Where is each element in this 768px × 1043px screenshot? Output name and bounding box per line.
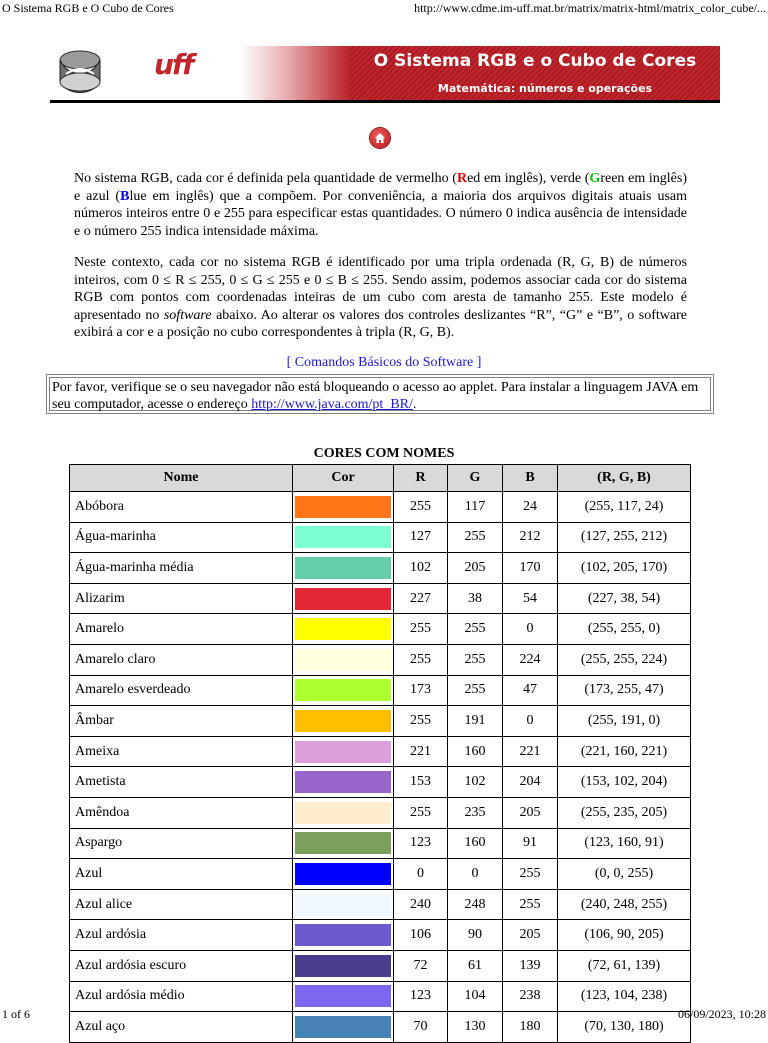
commands-link[interactable]: [ Comandos Básicos do Software ] xyxy=(286,355,482,370)
red-value-cell: 123 xyxy=(394,828,448,859)
table-row xyxy=(70,797,691,828)
color-name-cell: Alizarim xyxy=(70,583,293,614)
home-icon[interactable] xyxy=(370,128,390,148)
green-value-cell: 130 xyxy=(448,1012,503,1043)
color-swatch-cell xyxy=(293,950,394,981)
blue-value-cell: 212 xyxy=(503,522,558,553)
blue-value-cell: 255 xyxy=(503,859,558,890)
blue-value-cell: 24 xyxy=(503,492,558,523)
rgb-triple-cell: (255, 255, 0) xyxy=(558,614,691,645)
red-value-cell: 255 xyxy=(394,644,448,675)
color-swatch xyxy=(295,832,391,854)
rgb-triple-cell: (227, 38, 54) xyxy=(558,583,691,614)
color-swatch-cell xyxy=(293,920,394,951)
header-cor: Cor xyxy=(293,465,394,492)
color-swatch xyxy=(295,985,391,1007)
green-value-cell: 102 xyxy=(448,767,503,798)
rgb-triple-cell: (127, 255, 212) xyxy=(558,522,691,553)
table-title: CORES COM NOMES xyxy=(313,446,455,461)
red-value-cell: 102 xyxy=(394,553,448,584)
green-value-cell: 255 xyxy=(448,675,503,706)
color-swatch xyxy=(295,679,391,701)
red-value-cell: 70 xyxy=(394,1012,448,1043)
table-row xyxy=(70,920,691,951)
rgb-triple-cell: (255, 191, 0) xyxy=(558,706,691,737)
rgb-triple-cell: (255, 235, 205) xyxy=(558,797,691,828)
green-value-cell: 160 xyxy=(448,828,503,859)
table-row xyxy=(70,950,691,981)
red-value-cell: 227 xyxy=(394,583,448,614)
color-swatch-cell xyxy=(293,522,394,553)
rgb-triple-cell: (123, 104, 238) xyxy=(558,981,691,1012)
color-swatch xyxy=(295,863,391,885)
color-name-cell: Água-marinha xyxy=(70,522,293,553)
color-swatch-cell xyxy=(293,859,394,890)
color-name-cell: Âmbar xyxy=(70,706,293,737)
green-value-cell: 205 xyxy=(448,553,503,584)
rgb-triple-cell: (255, 255, 224) xyxy=(558,644,691,675)
red-value-cell: 255 xyxy=(394,614,448,645)
color-name-cell: Azul aço xyxy=(70,1012,293,1043)
green-value-cell: 191 xyxy=(448,706,503,737)
rgb-triple-cell: (106, 90, 205) xyxy=(558,920,691,951)
table-row xyxy=(70,675,691,706)
table-row xyxy=(70,889,691,920)
color-swatch-cell xyxy=(293,492,394,523)
java-notice: Por favor, verifique se o seu navegador não está bloqueando o acesso ao applet. Para instalar a linguagem JAVA em seu computador, acesse o endereço http://www.java.com/pt_BR/. xyxy=(46,374,714,414)
rgb-triple-cell: (70, 130, 180) xyxy=(558,1012,691,1043)
rgb-triple-cell: (255, 117, 24) xyxy=(558,492,691,523)
rgb-triple-cell: (240, 248, 255) xyxy=(558,889,691,920)
color-swatch xyxy=(295,588,391,610)
color-name-cell: Água-marinha média xyxy=(70,553,293,584)
blue-value-cell: 224 xyxy=(503,644,558,675)
table-row xyxy=(70,492,691,523)
color-swatch xyxy=(295,894,391,916)
color-swatch xyxy=(295,771,391,793)
print-datetime: 06/09/2023, 10:28 xyxy=(677,1007,766,1021)
green-value-cell: 160 xyxy=(448,736,503,767)
color-swatch xyxy=(295,526,391,548)
table-row xyxy=(70,859,691,890)
table-row xyxy=(70,767,691,798)
header-r: R xyxy=(394,465,448,492)
red-value-cell: 127 xyxy=(394,522,448,553)
red-value-cell: 255 xyxy=(394,492,448,523)
rgb-triple-cell: (153, 102, 204) xyxy=(558,767,691,798)
red-value-cell: 123 xyxy=(394,981,448,1012)
green-value-cell: 117 xyxy=(448,492,503,523)
header-nome: Nome xyxy=(70,465,293,492)
green-value-cell: 61 xyxy=(448,950,503,981)
green-value-cell: 104 xyxy=(448,981,503,1012)
rgb-triple-cell: (221, 160, 221) xyxy=(558,736,691,767)
blue-value-cell: 180 xyxy=(503,1012,558,1043)
blue-value-cell: 54 xyxy=(503,583,558,614)
color-swatch xyxy=(295,955,391,977)
rgb-triple-cell: (173, 255, 47) xyxy=(558,675,691,706)
green-value-cell: 255 xyxy=(448,614,503,645)
print-header xyxy=(0,0,768,18)
color-swatch-cell xyxy=(293,736,394,767)
header-b: B xyxy=(503,465,558,492)
intro-paragraph-1: No sistema RGB, cada cor é definida pela quantidade de vermelho (Red em inglês), verde (Green em inglês) e azul (Blue em inglês) que a compõem. Por conveniência, a maioria dos arquivos digitais atuais usam números inteiros entre 0 e 255 para especificar estas quantidades. O número 0 indica ausência de intensidade e o número 255 indica intensidade máxima. xyxy=(74,171,687,239)
print-footer xyxy=(0,1006,768,1024)
color-name-cell: Amarelo xyxy=(70,614,293,645)
blue-value-cell: 204 xyxy=(503,767,558,798)
green-letter: G xyxy=(589,171,601,186)
color-name-cell: Azul alice xyxy=(70,889,293,920)
print-header-url: http://www.cdme.im-uff.mat.br/matrix/matrix-html/matrix_color_cube/... xyxy=(414,1,766,15)
table-row xyxy=(70,706,691,737)
color-swatch-cell xyxy=(293,767,394,798)
color-swatch-cell xyxy=(293,644,394,675)
green-value-cell: 248 xyxy=(448,889,503,920)
blue-value-cell: 0 xyxy=(503,706,558,737)
blue-value-cell: 238 xyxy=(503,981,558,1012)
blue-letter: B xyxy=(120,188,130,204)
java-notice-text: Por favor, verifique se o seu navegador não está bloqueando o acesso ao applet. Para instalar a linguagem JAVA em seu computador, acesse o endereço xyxy=(52,380,699,412)
banner-title: O Sistema RGB e o Cubo de Cores xyxy=(373,51,697,71)
logo-3d-shape-icon xyxy=(54,44,106,98)
table-row xyxy=(70,644,691,675)
named-colors-table xyxy=(69,464,691,1043)
rgb-triple-cell: (102, 205, 170) xyxy=(558,553,691,584)
table-row xyxy=(70,553,691,584)
color-swatch xyxy=(295,741,391,763)
color-name-cell: Ametista xyxy=(70,767,293,798)
header-g: G xyxy=(448,465,503,492)
color-name-cell: Amarelo esverdeado xyxy=(70,675,293,706)
color-name-cell: Azul xyxy=(70,859,293,890)
color-swatch-cell xyxy=(293,797,394,828)
rgb-triple-cell: (123, 160, 91) xyxy=(558,828,691,859)
table-header-row xyxy=(70,465,691,492)
color-name-cell: Azul ardósia médio xyxy=(70,981,293,1012)
red-value-cell: 221 xyxy=(394,736,448,767)
blue-value-cell: 139 xyxy=(503,950,558,981)
banner-subtitle: Matemática: números e operações xyxy=(437,82,653,95)
green-value-cell: 235 xyxy=(448,797,503,828)
green-value-cell: 255 xyxy=(448,522,503,553)
blue-value-cell: 170 xyxy=(503,553,558,584)
green-value-cell: 90 xyxy=(448,920,503,951)
color-name-cell: Azul ardósia xyxy=(70,920,293,951)
color-name-cell: Aspargo xyxy=(70,828,293,859)
java-link[interactable]: http://www.java.com/pt_BR/ xyxy=(251,397,413,412)
intro-paragraph-2: Neste contexto, cada cor no sistema RGB é identificado por uma tripla ordenada (R, G, B) de números inteiros, com 0 ≤ R ≤ 255, 0 ≤ G ≤ 255 e 0 ≤ B ≤ 255. Sendo assim, podemos associar cada cor do sistema RGB com pontos com coordenadas inteiras de um cubo com aresta de tamanho 255. Este modelo é apresentado no software abaixo. Ao alterar os valores dos controles deslizantes “R”, “G” e “B”, o software exibirá a cor e a posição no cubo correspondentes à tripla (R, G, B). xyxy=(74,255,687,340)
table-row xyxy=(70,583,691,614)
blue-value-cell: 205 xyxy=(503,797,558,828)
red-value-cell: 255 xyxy=(394,797,448,828)
green-value-cell: 255 xyxy=(448,644,503,675)
blue-value-cell: 47 xyxy=(503,675,558,706)
color-name-cell: Azul ardósia escuro xyxy=(70,950,293,981)
color-swatch xyxy=(295,649,391,671)
blue-value-cell: 91 xyxy=(503,828,558,859)
rgb-triple-cell: (0, 0, 255) xyxy=(558,859,691,890)
red-value-cell: 106 xyxy=(394,920,448,951)
site-banner xyxy=(50,42,720,104)
blue-value-cell: 255 xyxy=(503,889,558,920)
blue-value-cell: 205 xyxy=(503,920,558,951)
table-row xyxy=(70,736,691,767)
color-swatch xyxy=(295,710,391,732)
color-swatch-cell xyxy=(293,706,394,737)
color-name-cell: Abóbora xyxy=(70,492,293,523)
red-value-cell: 72 xyxy=(394,950,448,981)
red-value-cell: 255 xyxy=(394,706,448,737)
color-swatch-cell xyxy=(293,583,394,614)
color-swatch xyxy=(295,924,391,946)
color-name-cell: Amarelo claro xyxy=(70,644,293,675)
color-swatch-cell xyxy=(293,675,394,706)
uff-logo[interactable]: uff xyxy=(154,48,193,81)
table-row xyxy=(70,614,691,645)
red-value-cell: 153 xyxy=(394,767,448,798)
page-number: 1 of 6 xyxy=(2,1007,30,1021)
color-swatch xyxy=(295,802,391,824)
table-row xyxy=(70,828,691,859)
red-letter: R xyxy=(456,171,468,186)
rgb-triple-cell: (72, 61, 139) xyxy=(558,950,691,981)
green-value-cell: 38 xyxy=(448,583,503,614)
color-swatch-cell xyxy=(293,889,394,920)
header-rgb-triple: (R, G, B) xyxy=(558,465,691,492)
color-name-cell: Ameixa xyxy=(70,736,293,767)
color-swatch xyxy=(295,557,391,579)
color-swatch-cell xyxy=(293,828,394,859)
color-swatch xyxy=(295,618,391,640)
color-swatch xyxy=(295,496,391,518)
color-swatch-cell xyxy=(293,553,394,584)
table-row xyxy=(70,522,691,553)
red-value-cell: 173 xyxy=(394,675,448,706)
blue-value-cell: 221 xyxy=(503,736,558,767)
color-name-cell: Amêndoa xyxy=(70,797,293,828)
print-header-title: O Sistema RGB e O Cubo de Cores xyxy=(2,1,174,15)
red-value-cell: 0 xyxy=(394,859,448,890)
green-value-cell: 0 xyxy=(448,859,503,890)
color-swatch-cell xyxy=(293,614,394,645)
red-value-cell: 240 xyxy=(394,889,448,920)
blue-value-cell: 0 xyxy=(503,614,558,645)
